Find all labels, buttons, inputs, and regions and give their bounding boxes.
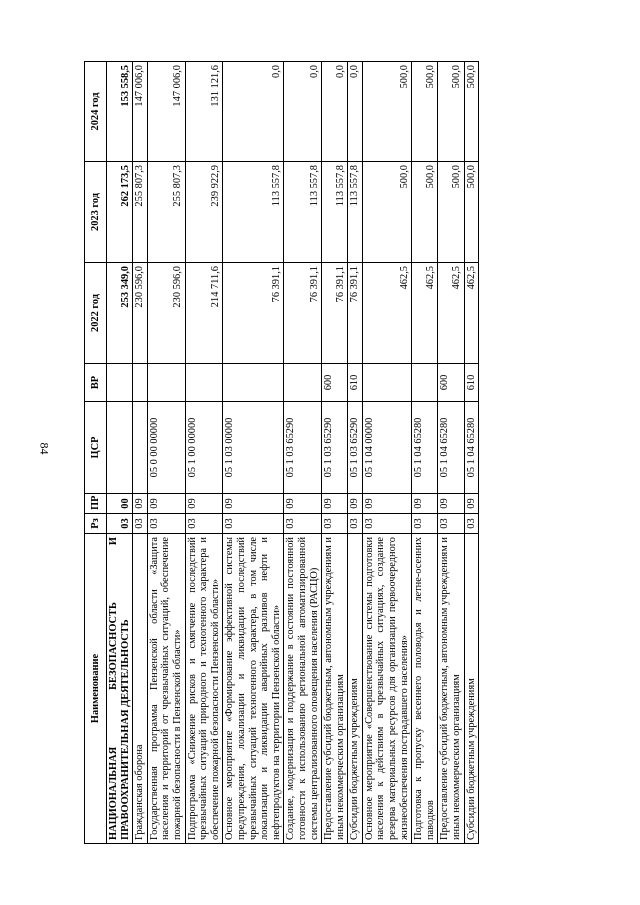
row-2023: 262 173,5 [107, 162, 133, 263]
table-row [438, 62, 464, 844]
table-header-row [85, 62, 107, 844]
row-2024: 500,0 [412, 62, 438, 162]
row-2024: 153 558,5 [107, 62, 133, 162]
header-2023: 2023 год [85, 162, 107, 263]
row-2023: 239 922,9 [185, 162, 223, 263]
row-name: НАЦИОНАЛЬНАЯ БЕЗОПАСНОСТЬ И ПРАВООХРАНИТЕЛЬНАЯ ДЕЯТЕЛЬНОСТЬ [107, 534, 133, 844]
table-row [348, 62, 363, 844]
budget-table [84, 61, 479, 844]
row-2023: 255 807,3 [133, 162, 148, 263]
row-2024: 500,0 [438, 62, 464, 162]
row-2024: 131 121,6 [185, 62, 223, 162]
row-rz: 03 [438, 514, 464, 534]
row-pr: 00 [107, 494, 133, 514]
row-csr: 05 1 04 65280 [412, 402, 438, 494]
row-2024: 0,0 [223, 62, 284, 162]
row-pr: 09 [362, 494, 411, 514]
row-pr: 09 [223, 494, 284, 514]
row-name: Гражданская оборона [133, 534, 148, 844]
row-pr: 09 [185, 494, 223, 514]
row-csr: 05 1 03 65290 [348, 402, 363, 494]
table-row [464, 62, 479, 844]
table-row [362, 62, 411, 844]
row-name: Подготовка к пропуску весеннего половодья и летне-осенних паводков [412, 534, 438, 844]
header-vr: ВР [85, 364, 107, 402]
row-csr: 05 0 00 00000 [147, 402, 185, 494]
row-vr [133, 364, 148, 402]
table-row [107, 62, 133, 844]
row-name: Предоставление субсидий бюджетным, автономным учреждениям и иным некоммерческим организациям [438, 534, 464, 844]
row-rz: 03 [284, 514, 322, 534]
row-2024: 500,0 [362, 62, 411, 162]
row-2022: 253 349,0 [107, 263, 133, 364]
row-2023: 500,0 [438, 162, 464, 263]
row-2022: 462,5 [412, 263, 438, 364]
row-2024: 0,0 [348, 62, 363, 162]
row-2022: 76 391,1 [284, 263, 322, 364]
row-vr [107, 364, 133, 402]
row-name: Субсидии бюджетным учреждениям [464, 534, 479, 844]
row-rz: 03 [362, 514, 411, 534]
row-rz: 03 [147, 514, 185, 534]
row-pr: 09 [147, 494, 185, 514]
row-2023: 113 557,8 [348, 162, 363, 263]
row-2023: 113 557,8 [284, 162, 322, 263]
row-2022: 462,5 [464, 263, 479, 364]
header-2022: 2022 год [85, 263, 107, 364]
row-2023: 255 807,3 [147, 162, 185, 263]
row-vr: 600 [322, 364, 348, 402]
row-name: Государственная программа Пензенской области «Защита населения и территорий от чрезвычайных ситуаций, обеспечение пожарной безопасности в Пензенской области» [147, 534, 185, 844]
row-2024: 147 006,0 [147, 62, 185, 162]
row-2022: 462,5 [362, 263, 411, 364]
row-2022: 76 391,1 [348, 263, 363, 364]
row-vr: 610 [348, 364, 363, 402]
row-2022: 214 711,6 [185, 263, 223, 364]
row-rz: 03 [133, 514, 148, 534]
row-2022: 76 391,1 [322, 263, 348, 364]
row-2023: 500,0 [412, 162, 438, 263]
row-rz: 03 [322, 514, 348, 534]
row-pr: 09 [133, 494, 148, 514]
row-rz: 03 [348, 514, 363, 534]
header-2024: 2024 год [85, 62, 107, 162]
row-pr: 09 [438, 494, 464, 514]
row-name: Основное мероприятие «Формирование эффективной системы предупреждения, локализации и ликвидации последствий чрезвычайных ситуаций техногенного характера, в том числе локализации и ликвидации аварийных разливов нефти и нефтепродуктов на территории Пензенской области» [223, 534, 284, 844]
row-rz: 03 [185, 514, 223, 534]
row-vr [185, 364, 223, 402]
row-vr [284, 364, 322, 402]
row-csr: 05 1 04 00000 [362, 402, 411, 494]
row-pr: 09 [348, 494, 363, 514]
row-csr: 05 1 04 65280 [438, 402, 464, 494]
table-row [284, 62, 322, 844]
row-2024: 147 006,0 [133, 62, 148, 162]
row-name: Предоставление субсидий бюджетным, автономным учреждениям и иным некоммерческим организациям [322, 534, 348, 844]
row-csr [133, 402, 148, 494]
row-csr: 05 1 03 65290 [322, 402, 348, 494]
row-pr: 09 [412, 494, 438, 514]
table-row [223, 62, 284, 844]
row-rz: 03 [412, 514, 438, 534]
row-2022: 230 596,0 [147, 263, 185, 364]
table-row [412, 62, 438, 844]
row-2024: 0,0 [284, 62, 322, 162]
row-rz: 03 [107, 514, 133, 534]
row-name: Подпрограмма «Снижение рисков и смягчение последствий чрезвычайных ситуаций природного и техногенного характера и обеспечение пожарной безопасности Пензенской области» [185, 534, 223, 844]
row-2022: 230 596,0 [133, 263, 148, 364]
row-pr: 09 [322, 494, 348, 514]
row-vr [147, 364, 185, 402]
table-row [322, 62, 348, 844]
header-csr: ЦСР [85, 402, 107, 494]
row-2023: 113 557,8 [223, 162, 284, 263]
row-csr [107, 402, 133, 494]
table-row [147, 62, 185, 844]
row-2022: 462,5 [438, 263, 464, 364]
row-2023: 500,0 [362, 162, 411, 263]
header-rz: Рз [85, 514, 107, 534]
row-pr: 09 [464, 494, 479, 514]
row-csr: 05 1 03 00000 [223, 402, 284, 494]
header-pr: ПР [85, 494, 107, 514]
row-2022: 76 391,1 [223, 263, 284, 364]
row-2024: 0,0 [322, 62, 348, 162]
row-pr: 09 [284, 494, 322, 514]
row-name: Создание, модернизация и поддержание в состоянии постоянной готовности к использованию региональной автоматизированной системы централизованного оповещения населения (РАСЦО) [284, 534, 322, 844]
header-name: Наименование [85, 534, 107, 844]
row-rz: 03 [223, 514, 284, 534]
row-vr: 600 [438, 364, 464, 402]
row-vr [412, 364, 438, 402]
row-name: Основное мероприятие «Совершенствование системы подготовки населения к действиям в чрезвычайных ситуациях, создание резерва материальных ресурсов для организации первоочередного жизнеобеспечения пострадавшего населения» [362, 534, 411, 844]
row-csr: 05 1 00 00000 [185, 402, 223, 494]
row-csr: 05 1 04 65280 [464, 402, 479, 494]
row-2023: 500,0 [464, 162, 479, 263]
row-2024: 500,0 [464, 62, 479, 162]
budget-table-container [84, 62, 540, 844]
row-2023: 113 557,8 [322, 162, 348, 263]
row-vr: 610 [464, 364, 479, 402]
row-name: Субсидии бюджетным учреждениям [348, 534, 363, 844]
row-rz: 03 [464, 514, 479, 534]
table-row [185, 62, 223, 844]
row-vr [362, 364, 411, 402]
row-csr: 05 1 03 65290 [284, 402, 322, 494]
page-number: 84 [37, 442, 52, 455]
table-row [133, 62, 148, 844]
row-vr [223, 364, 284, 402]
